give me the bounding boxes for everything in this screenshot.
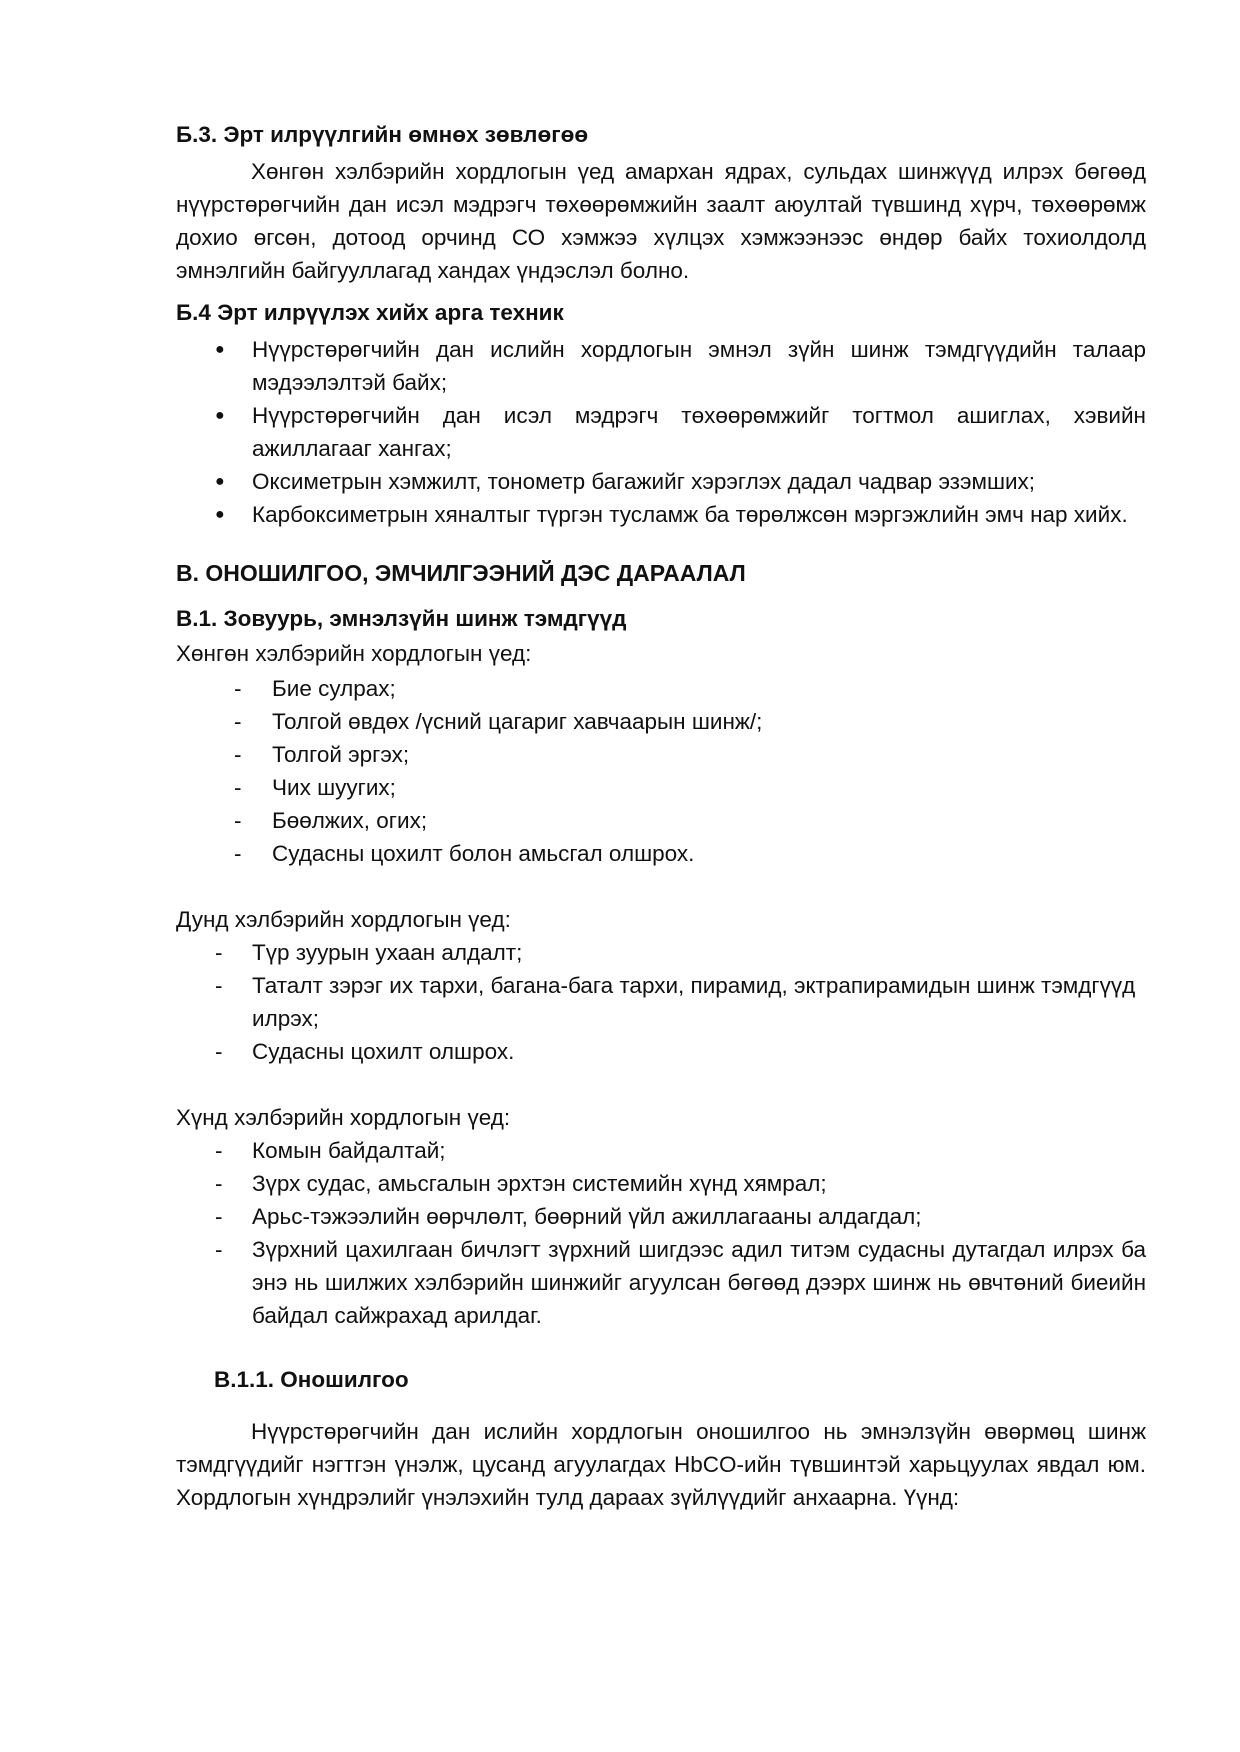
list-item-text: Судасны цохилт олшрох. <box>252 1039 515 1064</box>
list-item <box>176 498 1146 531</box>
list-item <box>176 465 1146 498</box>
dash-icon: - <box>215 1138 223 1163</box>
dash-icon: - <box>215 1237 223 1262</box>
bullet-icon: ● <box>215 341 225 358</box>
list-item-text: Толгой өвдөх /үсний цагариг хавчаарын шинж/; <box>272 709 763 734</box>
dash-icon: - <box>215 1204 223 1229</box>
list-item <box>176 672 1146 705</box>
list-item-text: Нүүрстөрөгчийн дан исэл мэдрэгч төхөөрөмжийг тогтмол ашиглах, хэвийн ажиллагааг хангах; <box>252 403 1146 461</box>
list-item <box>176 804 1146 837</box>
intro-moderate: Дунд хэлбэрийн хордлогын үед: <box>176 907 511 932</box>
section-heading-v1: В.1. Зовуурь, эмнэлзүйн шинж тэмдгүүд <box>176 606 627 631</box>
list-item <box>176 936 1146 969</box>
list-item <box>176 1134 1146 1167</box>
paragraph-b3: Хөнгөн хэлбэрийн хордлогын үед амархан ядрах, сульдах шинжүүд илрэх бөгөөд нүүрстөрөгчийн дан исэл мэдрэгч төхөөрөмжийн заалт аюултай түвшинд хүрч, төхөөрөмж дохио өгсөн, дотоод орчинд СО хэмжээ хүлцэх хэмжээнээс өндөр байх тохиолдолд эмнэлгийн байгууллагад хандах үндэслэл болно. <box>176 159 1146 283</box>
list-item-text: Толгой эргэх; <box>272 742 410 767</box>
list-item-text: Таталт зэрэг их тархи, багана-бага тархи, пирамид, эктрапирамидын шинж тэмдгүүд илрэх; <box>252 973 1136 1031</box>
list-item-text: Нүүрстөрөгчийн дан ислийн хордлогын эмнэл зүйн шинж тэмдгүүдийн талаар мэдээлэлтэй байх; <box>252 337 1146 395</box>
dash-icon: - <box>234 676 242 701</box>
section-heading-b4: Б.4 Эрт илрүүлэх хийх арга техник <box>176 300 564 325</box>
bullet-icon: ● <box>215 407 225 424</box>
list-item <box>176 333 1146 399</box>
list-item <box>176 1233 1146 1332</box>
dash-icon: - <box>215 1171 223 1196</box>
list-item <box>176 738 1146 771</box>
list-mild-symptoms <box>176 672 1146 870</box>
list-item-text: Бие сулрах; <box>272 676 396 701</box>
list-moderate-symptoms <box>176 936 1146 1068</box>
paragraph-v11: Нүүрстөрөгчийн дан ислийн хордлогын оношилгоо нь эмнэлзүйн өвөрмөц шинж тэмдгүүдийг нэгтгэн үнэлж, цусанд агуулагдах HbCO-ийн түвшинтэй харьцуулах явдал юм. Хордлогын хүндрэлийг үнэлэхийн тулд дараах зүйлүүдийг анхаарна. Үүнд: <box>176 1419 1146 1510</box>
dash-icon: - <box>234 808 242 833</box>
list-item <box>176 969 1146 1035</box>
bullet-list-b4 <box>176 333 1146 531</box>
list-severe-symptoms <box>176 1134 1146 1332</box>
list-item <box>176 1035 1146 1068</box>
list-item <box>176 399 1146 465</box>
dash-icon: - <box>215 1039 223 1064</box>
list-item-text: Түр зуурын ухаан алдалт; <box>252 940 523 965</box>
list-item <box>176 705 1146 738</box>
list-item-text: Чих шуугих; <box>272 775 396 800</box>
list-item-text: Карбоксиметрын хяналтыг түргэн тусламж ба төрөлжсөн мэргэжлийн эмч нар хийх. <box>252 502 1128 527</box>
list-item <box>176 837 1146 870</box>
dash-icon: - <box>215 940 223 965</box>
intro-severe: Хүнд хэлбэрийн хордлогын үед: <box>176 1105 511 1130</box>
section-heading-v11: В.1.1. Оношилгоо <box>214 1367 409 1392</box>
dash-icon: - <box>234 709 242 734</box>
list-item-text: Оксиметрын хэмжилт, тонометр багажийг хэрэглэх дадал чадвар эзэмших; <box>252 469 1036 494</box>
list-item-text: Зүрх судас, амьсгалын эрхтэн системийн хүнд хямрал; <box>252 1171 827 1196</box>
list-item-text: Арьс-тэжээлийн өөрчлөлт, бөөрний үйл ажиллагааны алдагдал; <box>252 1204 922 1229</box>
list-item-text: Бөөлжих, огих; <box>272 808 428 833</box>
list-item <box>176 1167 1146 1200</box>
list-item <box>176 1200 1146 1233</box>
document-body <box>176 118 1146 1514</box>
intro-mild: Хөнгөн хэлбэрийн хордлогын үед: <box>176 641 532 666</box>
section-heading-v: В. ОНОШИЛГОО, ЭМЧИЛГЭЭНИЙ ДЭС ДАРААЛАЛ <box>176 560 746 586</box>
dash-icon: - <box>234 775 242 800</box>
list-item-text: Судасны цохилт болон амьсгал олшрох. <box>272 841 695 866</box>
bullet-icon: ● <box>215 473 225 490</box>
list-item <box>176 771 1146 804</box>
list-item-text: Зүрхний цахилгаан бичлэгт зүрхний шигдээс адил титэм судасны дутагдал илрэх ба энэ нь шилжих хэлбэрийн шинжийг агуулсан бөгөөд дээрх шинж нь өвчтөний биеийн байдал сайжрахад арилдаг. <box>252 1237 1146 1328</box>
list-item-text: Комын байдалтай; <box>252 1138 446 1163</box>
section-heading-b3: Б.3. Эрт илрүүлгийн өмнөх зөвлөгөө <box>176 122 589 147</box>
bullet-icon: ● <box>215 506 225 523</box>
dash-icon: - <box>234 742 242 767</box>
dash-icon: - <box>215 973 223 998</box>
dash-icon: - <box>234 841 242 866</box>
